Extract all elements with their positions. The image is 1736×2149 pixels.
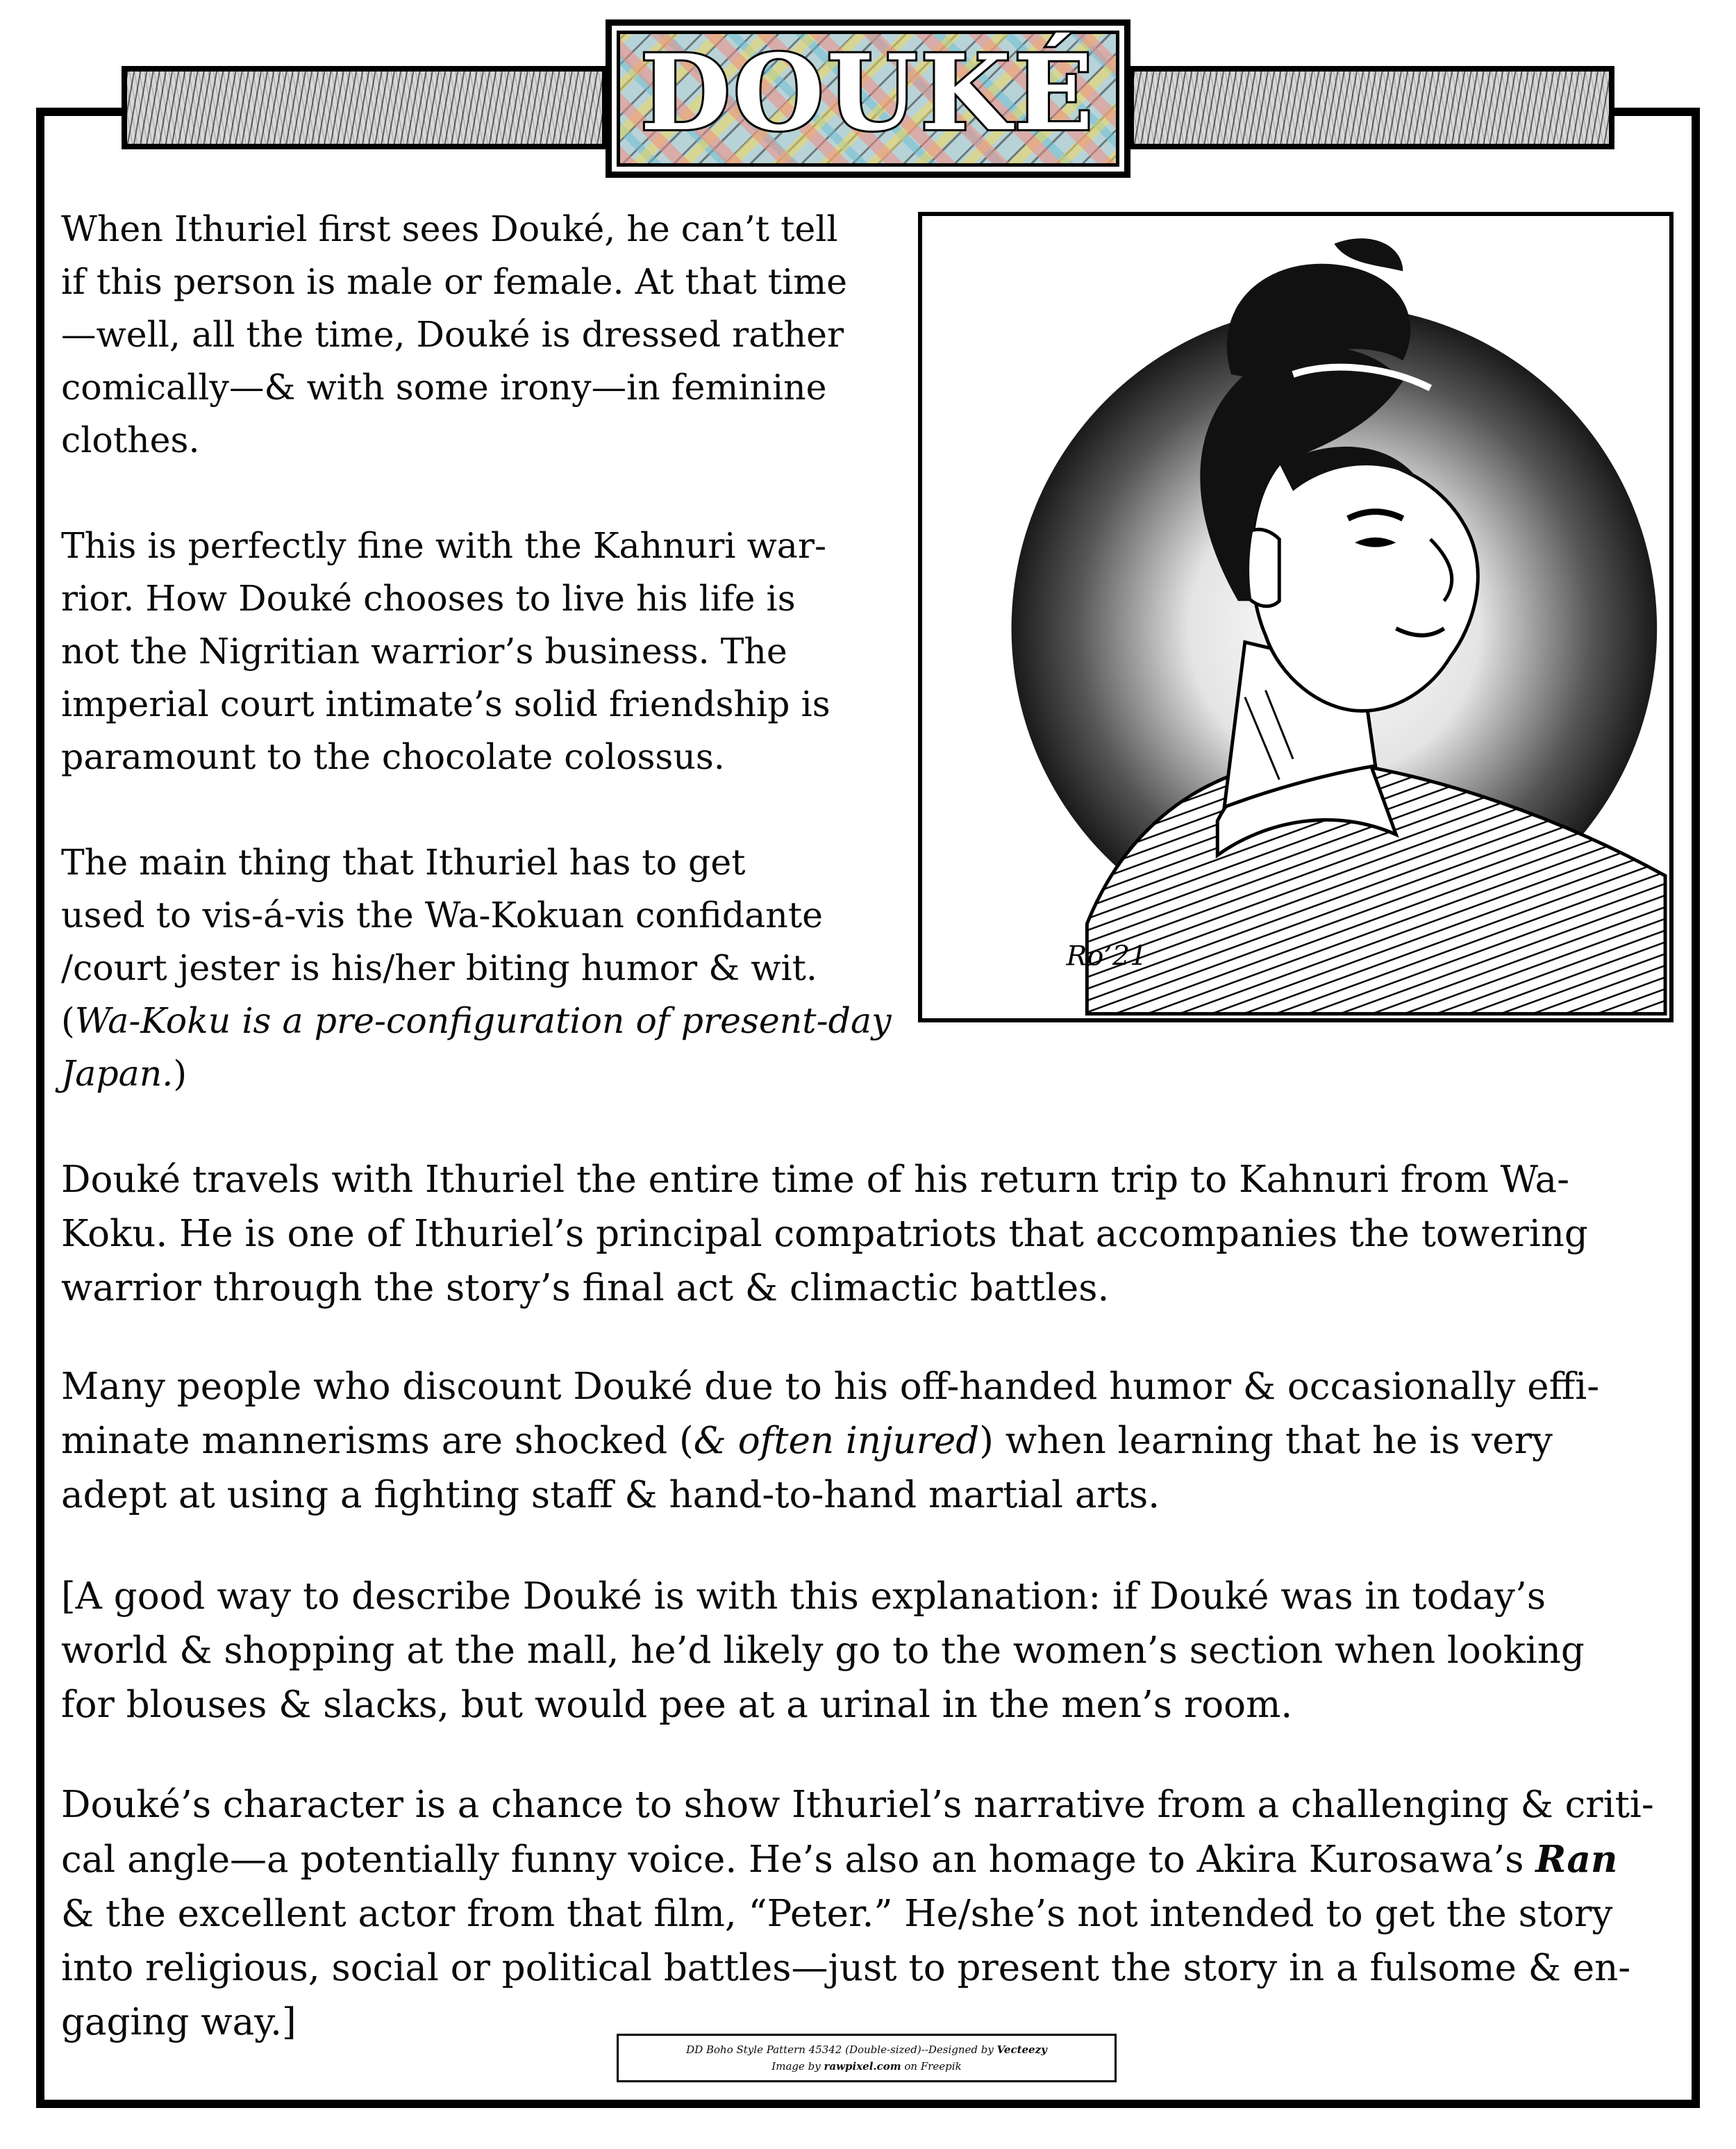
credit-line-image bbox=[619, 2058, 1115, 2075]
header-bar-right bbox=[1128, 66, 1614, 149]
paragraph-explanation: [A good way to describe Douké is with this explanation: if Douké was in today’s world & shopping at the mall, he’d likely go to the women’s section when looking for blouses & slacks, but would pee at a urinal in the men’s room. bbox=[61, 1575, 1585, 1726]
humor-text: The main thing that Ithuriel has to get used to vis-á-vis the Wa-Kokuan confidante /court jester is his/her biting humor & wit. bbox=[61, 842, 823, 988]
note-close-paren: ) bbox=[173, 1053, 187, 1094]
header-bar-left bbox=[122, 66, 608, 149]
fighting-line1: Many people who discount Douké due to his off-handed humor & occasionally effi- bbox=[61, 1366, 1600, 1408]
character-line2: cal angle—a potentially funny voice. He’s also an homage to Akira Kurosawa’s bbox=[61, 1839, 1536, 1881]
note-open-paren: ( bbox=[61, 1000, 75, 1041]
paragraph-humor bbox=[61, 836, 892, 1100]
fighting-line2-start: minate mannerisms are shocked ( bbox=[61, 1420, 694, 1462]
fighting-line2-end: ) when learning that he is very bbox=[979, 1420, 1553, 1462]
boho-pattern-background bbox=[617, 31, 1119, 167]
douke-portrait-illustration bbox=[922, 216, 1669, 1018]
credit-rawpixel: rawpixel.com bbox=[824, 2060, 901, 2073]
ran-film-title: Ran bbox=[1535, 1838, 1618, 1881]
character-rest: & the excellent actor from that film, “Peter.” He/she’s not intended to get the story into religious, social or political battles—just to present the story in a fulsome & en- gaging way.] bbox=[61, 1893, 1631, 2043]
credits-box bbox=[617, 2034, 1117, 2082]
wa-koku-note-line2: Japan. bbox=[61, 1053, 174, 1094]
title-plate bbox=[606, 19, 1130, 178]
paragraph-fighting bbox=[61, 1360, 1599, 1522]
paragraph-travels: Douké travels with Ithuriel the entire time of his return trip to Kahnuri from Wa- Koku. He is one of Ithuriel’s principal compatriots that accompanies the towering warrior through the story’s final act & climactic battles. bbox=[61, 1159, 1588, 1309]
paragraph-character bbox=[61, 1778, 1654, 2050]
paragraph-intro: When Ithuriel first sees Douké, he can’t tell if this person is male or female. At that time —well, all the time, Douké is dressed rather comically—& with some irony—in feminine clothes. bbox=[61, 208, 848, 460]
character-line1: Douké’s character is a chance to show Ithuriel’s narrative from a challenging & criti- bbox=[61, 1784, 1654, 1826]
wa-koku-note-line1: Wa-Koku is a pre-configuration of present-day bbox=[74, 1000, 892, 1041]
often-injured-italic: & often injured bbox=[693, 1420, 980, 1462]
artist-signature: Ro’21 bbox=[1066, 940, 1148, 972]
portrait-frame bbox=[918, 212, 1674, 1022]
credit-line-pattern bbox=[619, 2041, 1115, 2058]
fighting-line3: adept at using a fighting staff & hand-to-hand martial arts. bbox=[61, 1474, 1160, 1516]
credit-pattern-text: DD Boho Style Pattern 45342 (Double-sized)--Designed by bbox=[686, 2043, 997, 2056]
page-title: DOUKÉ bbox=[640, 32, 1096, 154]
paragraph-friendship: This is perfectly fine with the Kahnuri war- rior. How Douké chooses to live his life is not the Nigritian warrior’s business. The imperial court intimate’s solid friendship is paramount to the chocolate colossus. bbox=[61, 525, 831, 777]
credit-image-text: Image by bbox=[771, 2060, 824, 2073]
credit-freepik: on Freepik bbox=[901, 2060, 962, 2073]
credit-vecteezy: Vecteezy bbox=[996, 2043, 1047, 2056]
